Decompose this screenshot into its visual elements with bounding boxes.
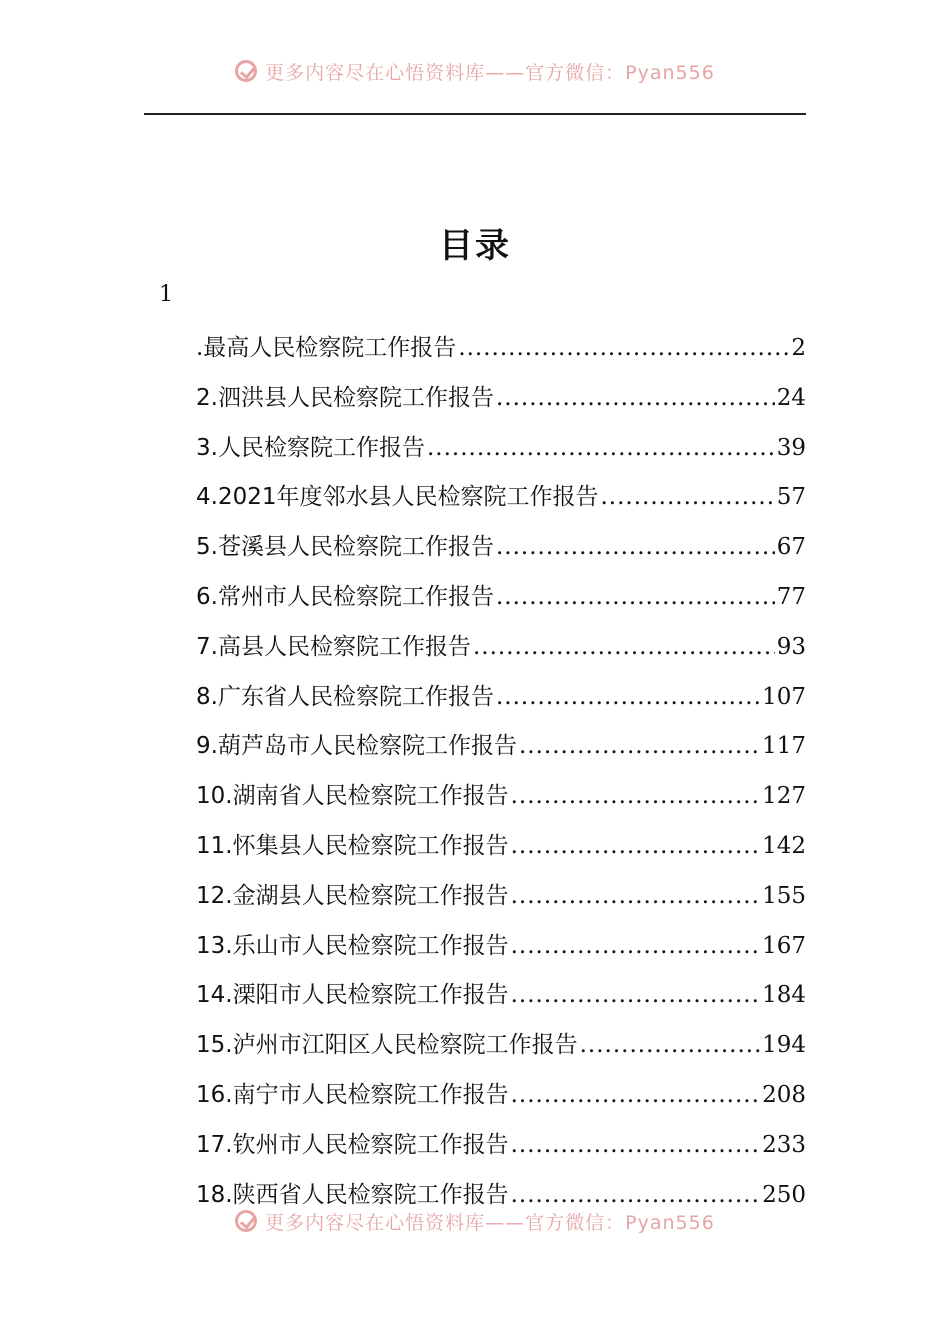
toc-dot-leader [600,484,774,510]
toc-entry[interactable] [196,877,806,927]
toc-entry-label: 10.湖南省人民检察院工作报告 [196,783,509,810]
toc-entry[interactable] [196,379,806,429]
toc-dot-leader [496,684,760,710]
toc-entry-page: 67 [776,534,806,561]
toc-entry-label: 15.泸州市江阳区人民检察院工作报告 [196,1032,578,1059]
toc-dot-leader [519,733,760,759]
toc-entry[interactable] [196,1126,806,1176]
toc-entry-label: 8.广东省人民检察院工作报告 [196,683,494,710]
toc-dot-leader [511,1082,761,1108]
toc-entry[interactable] [196,1026,806,1076]
toc-entry[interactable] [196,329,806,379]
toc-entry-page: 2 [791,335,806,361]
toc-entry-page: 184 [762,982,806,1009]
toc-entry-label: 14.溧阳市人民检察院工作报告 [196,982,509,1009]
toc-entry-page: 250 [762,1181,806,1208]
toc-entry-page: 167 [762,932,806,959]
toc-entry-label: 2.泗洪县人民检察院工作报告 [196,384,494,411]
toc-entry-label: 12.金湖县人民检察院工作报告 [196,882,509,909]
toc-entry-page: 127 [762,783,806,810]
toc-entry[interactable] [196,429,806,479]
toc-entry-page: 194 [762,1032,806,1059]
watermark-logo-icon [235,1210,257,1232]
footer-watermark [0,1206,950,1236]
toc-entry-page: 208 [762,1081,806,1108]
toc-entry-page: 155 [762,882,806,909]
toc-entry-page: 117 [762,733,806,760]
toc-entry-label: 5.苍溪县人民检察院工作报告 [196,534,494,561]
toc-entry-label: 16.南宁市人民检察院工作报告 [196,1081,509,1108]
toc-dot-leader [496,385,775,411]
toc-dot-leader [511,982,761,1008]
toc-entry-page: 24 [776,384,806,411]
toc-entry-page: 142 [762,832,806,859]
toc-dot-leader [511,1182,761,1208]
watermark-logo-icon [235,60,257,82]
toc-entry-label: .最高人民检察院工作报告 [196,335,457,361]
toc-entry-page: 77 [776,583,806,610]
toc-entry-label: 4.2021年度邻水县人民检察院工作报告 [196,484,599,511]
toc-entry-label: 9.葫芦岛市人民检察院工作报告 [196,733,517,760]
toc-dot-leader [496,584,775,610]
toc-dot-leader [511,1132,761,1158]
toc-entry-label: 6.常州市人民检察院工作报告 [196,583,494,610]
toc-dot-leader [496,534,775,560]
toc-dot-leader [427,435,775,461]
toc-entry[interactable] [196,927,806,977]
toc-entry-label: 11.怀集县人民检察院工作报告 [196,832,509,859]
header-rule [144,113,806,115]
toc-entry-page: 57 [776,484,806,511]
toc-entry-label: 17.钦州市人民检察院工作报告 [196,1131,509,1158]
toc-dot-leader [511,833,761,859]
toc-entry[interactable] [196,976,806,1026]
toc-dot-leader [511,883,761,909]
toc-dot-leader [511,933,761,959]
toc-entry-label: 3.人民检察院工作报告 [196,434,425,461]
toc-list [196,329,806,1225]
toc-entry[interactable] [196,827,806,877]
toc-title: 目录 [439,226,511,266]
toc-dot-leader [473,634,775,660]
toc-entry-page: 39 [776,434,806,461]
toc-entry[interactable] [196,727,806,777]
header-watermark [0,56,950,86]
toc-entry[interactable] [196,777,806,827]
toc-entry-page: 233 [762,1131,806,1158]
watermark-text: 更多内容尽在心悟资料库——官方微信：Pyan556 [265,61,715,84]
toc-dot-leader [580,1032,761,1058]
toc-entry[interactable] [196,478,806,528]
toc-dot-leader [511,783,761,809]
toc-entry-label: 13.乐山市人民检察院工作报告 [196,932,509,959]
toc-first-number: 1 [159,282,173,307]
toc-entry-page: 93 [776,633,806,660]
toc-entry[interactable] [196,528,806,578]
toc-entry[interactable] [196,578,806,628]
toc-entry[interactable] [196,678,806,728]
toc-entry[interactable] [196,1076,806,1126]
toc-entry[interactable] [196,628,806,678]
watermark-text: 更多内容尽在心悟资料库——官方微信：Pyan556 [265,1211,715,1234]
toc-entry-page: 107 [762,683,806,710]
toc-entry-label: 18.陕西省人民检察院工作报告 [196,1181,509,1208]
toc-entry-label: 7.高县人民检察院工作报告 [196,633,471,660]
toc-dot-leader [458,335,789,361]
